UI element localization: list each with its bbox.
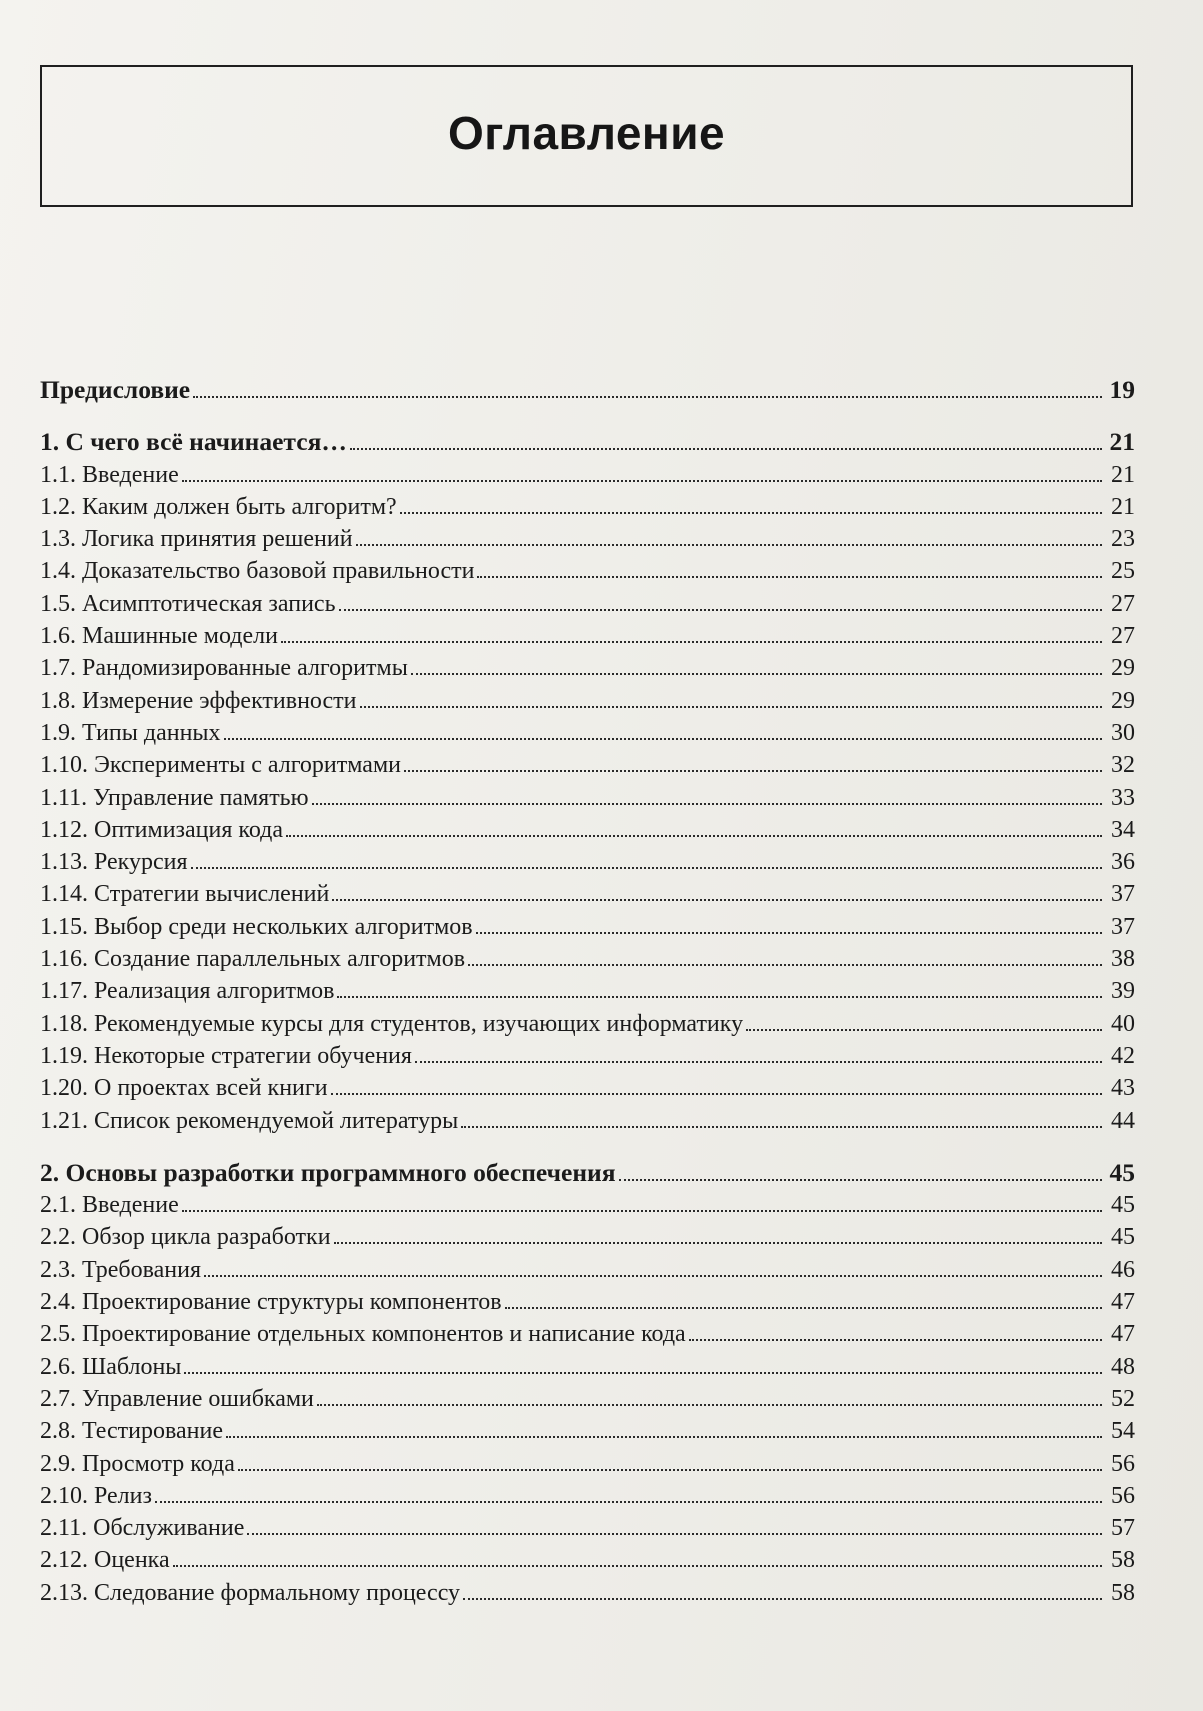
toc-entry bbox=[40, 1286, 1135, 1318]
page-title: Оглавление bbox=[447, 107, 726, 159]
toc-entry-label: 1.13. Рекурсия bbox=[40, 849, 188, 876]
toc-entry-page-number: 29 bbox=[1111, 687, 1135, 714]
toc-entry-label: 1.12. Оптимизация кода bbox=[40, 816, 284, 843]
dot-leader bbox=[477, 576, 1102, 578]
dot-leader bbox=[238, 1469, 1102, 1471]
toc-entry-label: 1.20. О проектах всей книги bbox=[40, 1075, 328, 1102]
toc-entry bbox=[40, 1512, 1135, 1544]
toc-entry-label: 1.3. Логика принятия решений bbox=[40, 526, 353, 553]
toc-entry bbox=[40, 782, 1135, 814]
toc-entry-label: 1.8. Измерение эффективности bbox=[40, 687, 357, 714]
toc-entry-page-number: 27 bbox=[1111, 590, 1135, 617]
toc-entry-page-number: 21 bbox=[1109, 427, 1135, 457]
dot-leader bbox=[226, 1436, 1102, 1438]
dot-leader bbox=[404, 770, 1102, 772]
toc-entry-page-number: 58 bbox=[1111, 1579, 1135, 1606]
dot-leader bbox=[468, 964, 1102, 966]
toc-entry-label: Предисловие bbox=[40, 375, 191, 404]
toc-entry bbox=[40, 814, 1135, 846]
dot-leader bbox=[476, 932, 1102, 934]
toc-entry-page-number: 34 bbox=[1111, 816, 1135, 843]
dot-leader bbox=[415, 1061, 1102, 1063]
toc-entry bbox=[40, 1448, 1135, 1480]
dot-leader bbox=[173, 1565, 1102, 1567]
toc-entry-label: 1.16. Создание параллельных алгоритмов bbox=[40, 946, 466, 973]
toc-entry bbox=[40, 1383, 1135, 1415]
toc-entry-page-number: 44 bbox=[1111, 1107, 1135, 1134]
toc-entry bbox=[40, 652, 1135, 684]
dot-leader bbox=[281, 641, 1102, 643]
dot-leader bbox=[191, 867, 1102, 869]
toc-entry bbox=[40, 1415, 1135, 1447]
toc-entry-label: 2. Основы разработки программного обеспечения bbox=[40, 1157, 616, 1187]
dot-leader bbox=[337, 996, 1102, 998]
dot-leader bbox=[332, 899, 1102, 901]
toc-entry-page-number: 48 bbox=[1111, 1353, 1135, 1380]
toc-entry-label: 1.19. Некоторые стратегии обучения bbox=[40, 1042, 412, 1069]
toc-entry-page-number: 23 bbox=[1111, 526, 1135, 553]
toc-entry bbox=[40, 846, 1135, 878]
toc-entry-label: 2.9. Просмотр кода bbox=[40, 1450, 235, 1477]
toc-entry-page-number: 27 bbox=[1111, 623, 1135, 650]
toc-entry bbox=[40, 878, 1135, 910]
toc-section bbox=[40, 374, 1135, 406]
toc-entry-page-number: 52 bbox=[1111, 1385, 1135, 1412]
toc-entry bbox=[40, 1254, 1135, 1286]
table-of-contents bbox=[40, 374, 1135, 1609]
toc-entry-label: 2.6. Шаблоны bbox=[40, 1353, 182, 1380]
toc-entry-label: 1.14. Стратегии вычислений bbox=[40, 881, 330, 908]
toc-entry-page-number: 45 bbox=[1109, 1157, 1135, 1187]
toc-entry-label: 1.1. Введение bbox=[40, 461, 179, 488]
toc-entry-page-number: 19 bbox=[1109, 375, 1135, 404]
toc-entry bbox=[40, 588, 1135, 620]
dot-leader bbox=[247, 1533, 1102, 1535]
toc-entry bbox=[40, 717, 1135, 749]
toc-entry-label: 1.6. Машинные модели bbox=[40, 623, 278, 650]
dot-leader bbox=[312, 803, 1102, 805]
dot-leader bbox=[400, 512, 1102, 514]
toc-entry-page-number: 32 bbox=[1111, 752, 1135, 779]
toc-entry-page-number: 21 bbox=[1111, 493, 1135, 520]
dot-leader bbox=[182, 480, 1102, 482]
toc-entry-page-number: 54 bbox=[1111, 1418, 1135, 1445]
toc-entry bbox=[40, 1318, 1135, 1350]
toc-entry-label: 1.11. Управление памятью bbox=[40, 784, 309, 811]
toc-entry-label: 2.12. Оценка bbox=[40, 1547, 170, 1574]
toc-entry-page-number: 45 bbox=[1111, 1224, 1135, 1251]
toc-entry-label: 2.7. Управление ошибками bbox=[40, 1385, 314, 1412]
toc-entry-label: 2.2. Обзор цикла разработки bbox=[40, 1224, 331, 1251]
dot-leader bbox=[339, 609, 1102, 611]
dot-leader bbox=[461, 1126, 1102, 1128]
dot-leader bbox=[155, 1501, 1102, 1503]
toc-entry-page-number: 39 bbox=[1111, 978, 1135, 1005]
dot-leader bbox=[746, 1029, 1102, 1031]
toc-entry-page-number: 45 bbox=[1111, 1192, 1135, 1219]
dot-leader bbox=[334, 1242, 1102, 1244]
toc-entry-page-number: 56 bbox=[1111, 1482, 1135, 1509]
toc-entry bbox=[40, 1221, 1135, 1253]
toc-entry-label: 1.5. Асимптотическая запись bbox=[40, 590, 336, 617]
toc-chapter-entry bbox=[40, 374, 1135, 406]
toc-entry bbox=[40, 459, 1135, 491]
dot-leader bbox=[286, 835, 1102, 837]
toc-entry-page-number: 38 bbox=[1111, 946, 1135, 973]
title-frame bbox=[40, 65, 1133, 207]
dot-leader bbox=[193, 396, 1102, 398]
toc-entry bbox=[40, 1040, 1135, 1072]
toc-entry bbox=[40, 620, 1135, 652]
toc-entry-page-number: 21 bbox=[1111, 461, 1135, 488]
dot-leader bbox=[356, 544, 1102, 546]
dot-leader bbox=[411, 673, 1102, 675]
toc-section bbox=[40, 1157, 1135, 1609]
toc-entry-label: 1.9. Типы данных bbox=[40, 719, 221, 746]
toc-entry-page-number: 33 bbox=[1111, 784, 1135, 811]
toc-entry-label: 1.15. Выбор среди нескольких алгоритмов bbox=[40, 913, 473, 940]
dot-leader bbox=[350, 448, 1102, 450]
toc-entry-page-number: 58 bbox=[1111, 1547, 1135, 1574]
toc-entry-page-number: 25 bbox=[1111, 558, 1135, 585]
toc-entry-page-number: 30 bbox=[1111, 719, 1135, 746]
toc-entry bbox=[40, 1351, 1135, 1383]
toc-entry bbox=[40, 491, 1135, 523]
dot-leader bbox=[182, 1210, 1102, 1212]
toc-entry-page-number: 40 bbox=[1111, 1010, 1135, 1037]
dot-leader bbox=[360, 706, 1102, 708]
toc-entry-label: 1.10. Эксперименты с алгоритмами bbox=[40, 752, 401, 779]
toc-entry-page-number: 47 bbox=[1111, 1289, 1135, 1316]
dot-leader bbox=[463, 1598, 1102, 1600]
toc-entry-page-number: 47 bbox=[1111, 1321, 1135, 1348]
toc-entry bbox=[40, 1105, 1135, 1137]
toc-entry bbox=[40, 1480, 1135, 1512]
toc-entry-label: 2.13. Следование формальному процессу bbox=[40, 1579, 461, 1606]
dot-leader bbox=[505, 1307, 1102, 1309]
toc-entry bbox=[40, 911, 1135, 943]
toc-entry bbox=[40, 1544, 1135, 1576]
dot-leader bbox=[317, 1404, 1102, 1406]
toc-entry-label: 2.8. Тестирование bbox=[40, 1418, 223, 1445]
toc-entry-label: 2.11. Обслуживание bbox=[40, 1515, 245, 1542]
dot-leader bbox=[619, 1179, 1103, 1181]
toc-entry bbox=[40, 555, 1135, 587]
toc-entry-label: 2.3. Требования bbox=[40, 1256, 202, 1283]
toc-entry bbox=[40, 1189, 1135, 1221]
toc-entry-label: 1.17. Реализация алгоритмов bbox=[40, 978, 335, 1005]
toc-entry-page-number: 57 bbox=[1111, 1515, 1135, 1542]
dot-leader bbox=[204, 1275, 1102, 1277]
dot-leader bbox=[224, 738, 1102, 740]
toc-entry-label: 2.10. Релиз bbox=[40, 1482, 152, 1509]
toc-entry bbox=[40, 749, 1135, 781]
toc-entry-page-number: 56 bbox=[1111, 1450, 1135, 1477]
toc-entry-label: 2.1. Введение bbox=[40, 1192, 179, 1219]
toc-entry-page-number: 43 bbox=[1111, 1075, 1135, 1102]
dot-leader bbox=[689, 1339, 1102, 1341]
toc-entry-label: 1.4. Доказательство базовой правильности bbox=[40, 558, 475, 585]
toc-entry-page-number: 42 bbox=[1111, 1042, 1135, 1069]
toc-entry bbox=[40, 975, 1135, 1007]
toc-entry-label: 1.21. Список рекомендуемой литературы bbox=[40, 1107, 459, 1134]
toc-entry-page-number: 46 bbox=[1111, 1256, 1135, 1283]
toc-entry bbox=[40, 1072, 1135, 1104]
toc-chapter-entry bbox=[40, 426, 1135, 458]
toc-entry-label: 1.18. Рекомендуемые курсы для студентов, изучающих информатику bbox=[40, 1010, 744, 1037]
toc-entry-page-number: 29 bbox=[1111, 655, 1135, 682]
toc-entry bbox=[40, 943, 1135, 975]
toc-entry bbox=[40, 1008, 1135, 1040]
toc-chapter-entry bbox=[40, 1157, 1135, 1189]
toc-entry-label: 2.5. Проектирование отдельных компонентов и написание кода bbox=[40, 1321, 686, 1348]
toc-entry-label: 1.7. Рандомизированные алгоритмы bbox=[40, 655, 408, 682]
toc-entry-page-number: 36 bbox=[1111, 849, 1135, 876]
dot-leader bbox=[331, 1093, 1102, 1095]
toc-section bbox=[40, 426, 1135, 1137]
toc-entry bbox=[40, 685, 1135, 717]
toc-entry bbox=[40, 523, 1135, 555]
toc-entry-label: 1. С чего всё начинается… bbox=[40, 427, 347, 457]
toc-entry-page-number: 37 bbox=[1111, 913, 1135, 940]
dot-leader bbox=[184, 1372, 1102, 1374]
toc-entry-page-number: 37 bbox=[1111, 881, 1135, 908]
toc-entry bbox=[40, 1577, 1135, 1609]
toc-entry-label: 1.2. Каким должен быть алгоритм? bbox=[40, 493, 397, 520]
toc-entry-label: 2.4. Проектирование структуры компонентов bbox=[40, 1289, 502, 1316]
